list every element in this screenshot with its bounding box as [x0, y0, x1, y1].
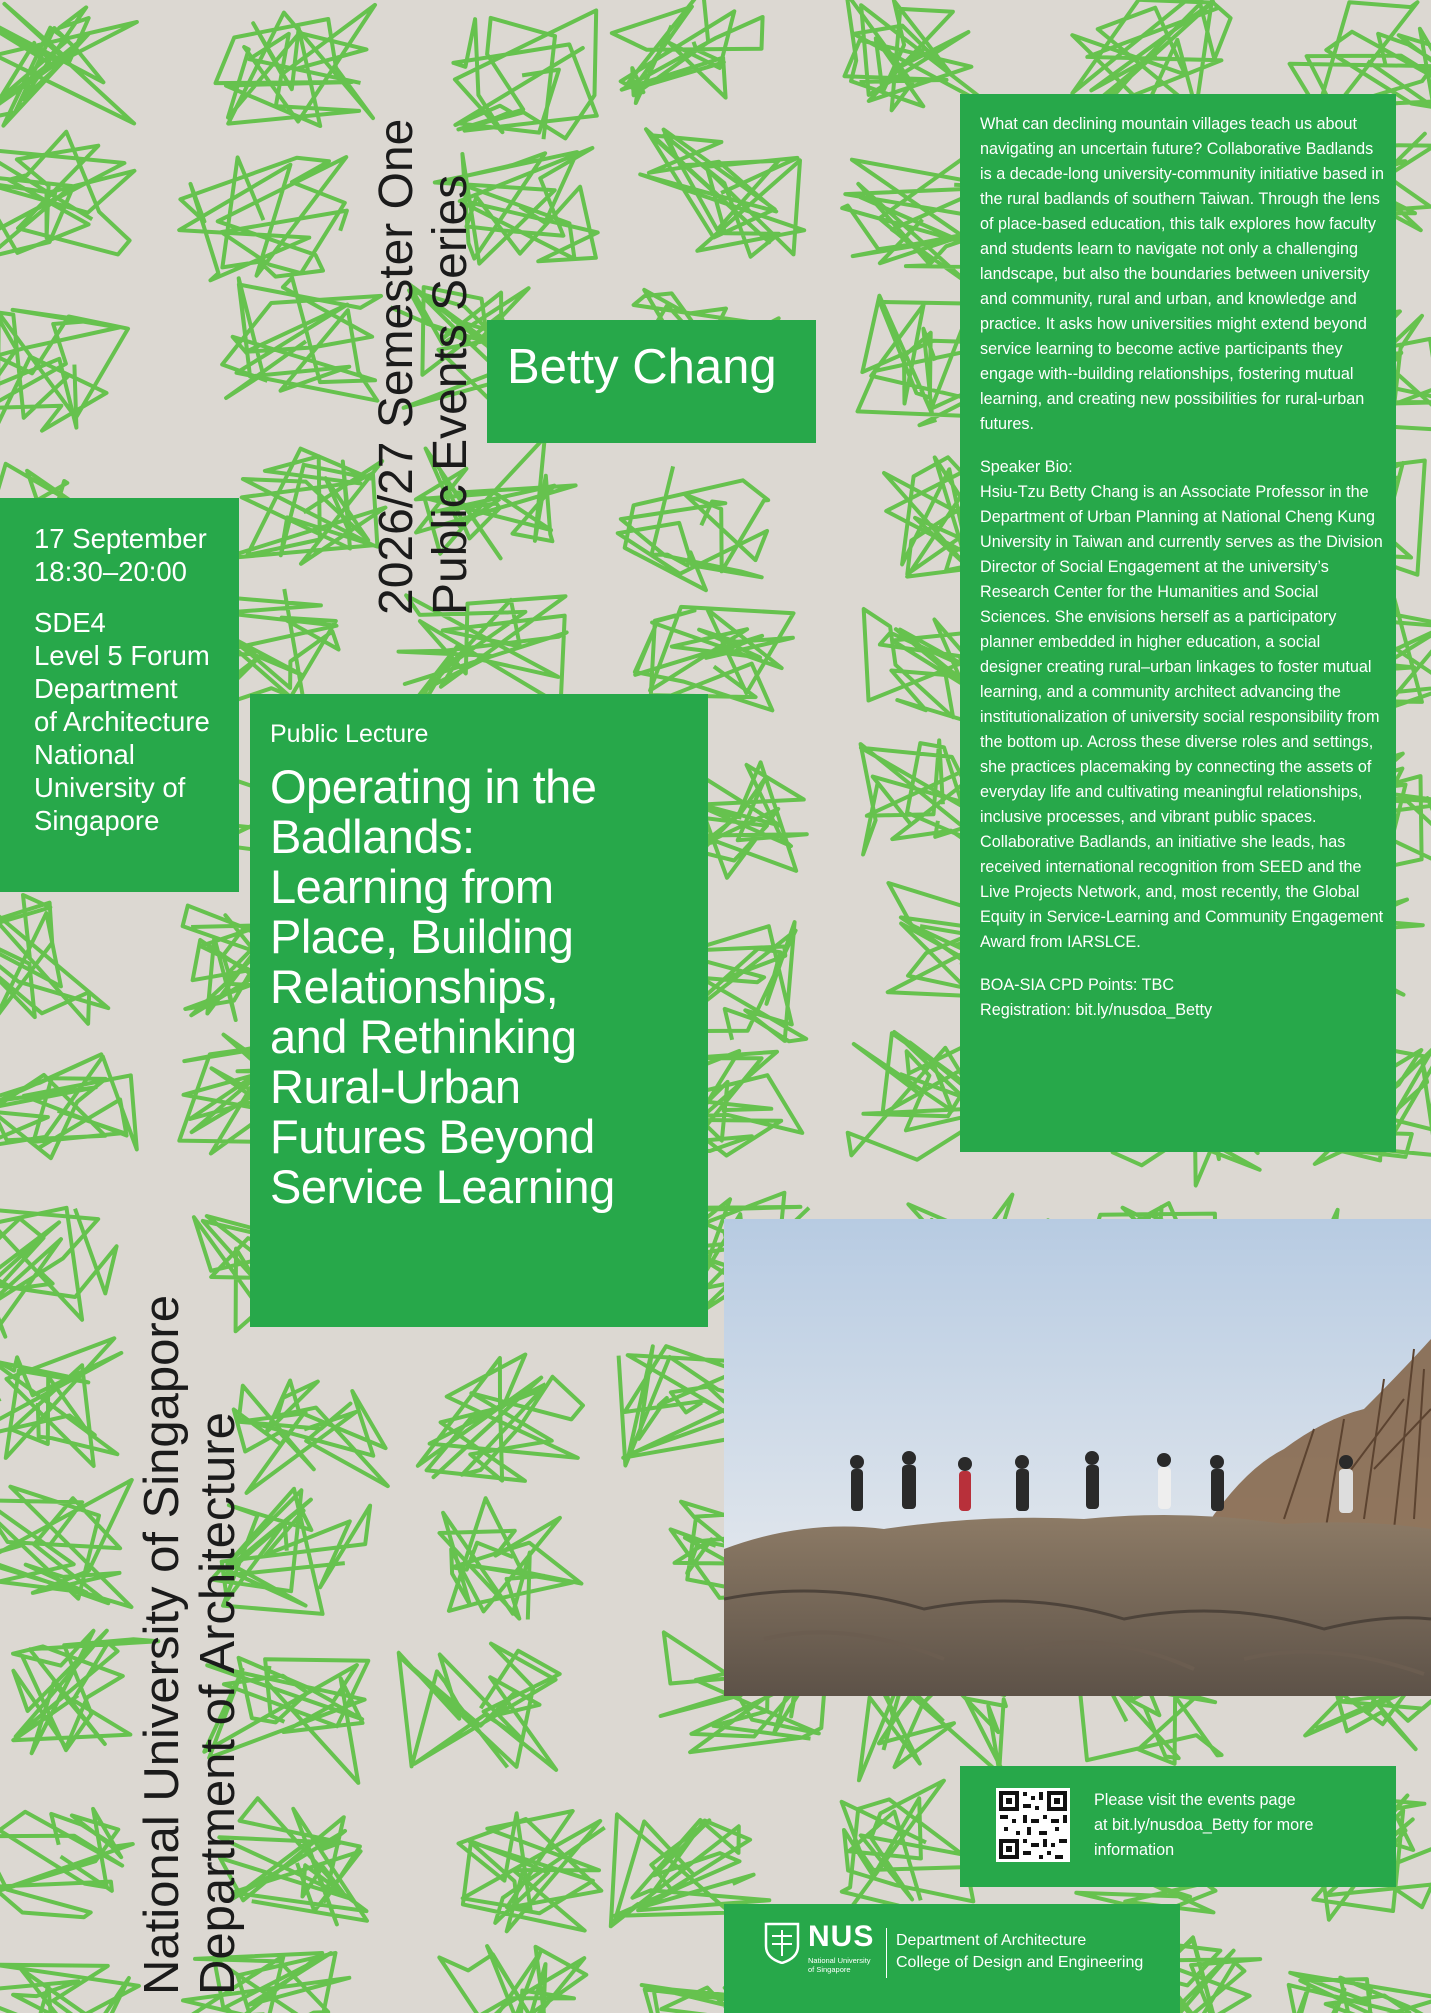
- events-page-box: [960, 1766, 1396, 1887]
- events-page-line[interactable]: at bit.ly/nusdoa_Betty for more: [1094, 1816, 1314, 1834]
- university-name: National University of Singapore: [135, 1295, 189, 1995]
- scribble-stroke: [439, 1946, 597, 2013]
- venue-line: of Architecture: [34, 706, 210, 737]
- nus-crest-icon: [764, 1922, 800, 1964]
- scribble-stroke: [0, 4, 137, 126]
- registration-link[interactable]: Registration: bit.ly/nusdoa_Betty: [980, 1001, 1213, 1019]
- university-title: [134, 1295, 246, 1995]
- speaker-box: [487, 320, 816, 443]
- lecture-title-line: Relationships,: [270, 960, 559, 1013]
- series-title-line1: 2026/27 Semester One: [370, 118, 423, 615]
- lecture-title-line: and Rethinking: [270, 1010, 577, 1063]
- events-page-text: [1094, 1788, 1314, 1863]
- lecture-title-line: Badlands:: [270, 810, 475, 863]
- events-page-line: information: [1094, 1841, 1175, 1859]
- cpd-points: BOA-SIA CPD Points: TBC: [980, 976, 1175, 994]
- footer-department: [896, 1930, 1143, 1974]
- scribble-stroke: [0, 1208, 117, 1337]
- nus-wordmark: NUS: [808, 1920, 875, 1953]
- scribble-stroke: [459, 1811, 605, 1931]
- venue-line: Department: [34, 673, 178, 704]
- lecture-abstract: What can declining mountain villages teach us about navigating an uncertain future? Collaborative Badlands is a decade-long university-community initiative based in the rural badlands of southern Taiwan. Through the lens of place-based education, this talk explores how faculty and students learn to navigate not only a challenging landscape, but also the boundaries between university and community, rural and urban, and knowledge and practice. It asks how universities might extend beyond service learning to become active participants they engage with--building relationships, fostering mutual learning, and creating new possibilities for rural-urban futures.: [980, 115, 1384, 433]
- scribble-stroke: [222, 278, 381, 401]
- series-title-line2: Public Events Series: [424, 174, 477, 615]
- scribble-stroke: [222, 449, 386, 564]
- scribble-stroke: [612, 0, 763, 103]
- scribble-stroke: [0, 310, 128, 431]
- scribble-stroke: [399, 1644, 560, 1770]
- footer-divider: [886, 1928, 887, 1978]
- scribble-stroke: [440, 1498, 582, 1619]
- bio-heading: Speaker Bio:: [980, 458, 1073, 476]
- description-box: [960, 94, 1396, 1152]
- department-name: Department of Architecture: [191, 1412, 245, 1995]
- lecture-title-line: Futures Beyond: [270, 1110, 595, 1163]
- scribble-stroke: [234, 1381, 388, 1493]
- event-date: 17 September: [34, 523, 207, 554]
- event-time: 18:30–20:00: [34, 556, 187, 587]
- venue-line: Singapore: [34, 805, 160, 836]
- scribble-stroke: [842, 1781, 979, 1907]
- scribble-stroke: [0, 1338, 121, 1466]
- lecture-title-line: Rural-Urban: [270, 1060, 521, 1113]
- venue-line: Level 5 Forum: [34, 640, 210, 671]
- scribble-stroke: [216, 5, 376, 126]
- venue-line: University of: [34, 772, 186, 803]
- scribble-stroke: [618, 466, 769, 590]
- lecture-title-line: Service Learning: [270, 1160, 615, 1213]
- scribble-stroke: [179, 157, 347, 280]
- scribble-stroke: [0, 895, 108, 1024]
- speaker-bio: Hsiu-Tzu Betty Chang is an Associate Professor in the Department of Urban Planning at National Cheng Kung University in Taiwan and currently serves as the Division Director of Social Engagement at the university’s Research Center for the Humanities and Social Sciences. She envisions herself as a participatory planner embedded in higher education, a social designer creating rural–urban linkages to foster mutual learning, and a community architect advancing the institutionalization of university social responsibility from the bottom up. Across these diverse roles and settings, she practices placemaking by connecting the assets of everyday life and cultivating meaningful relationships, inclusive processes, and vibrant public spaces. Collaborative Badlands, an initiative she leads, has received international recognition from SEED and the Live Projects Network, and, most recently, the Global Equity in Service-Learning and Community Engagement Award from IARSLCE.: [980, 483, 1384, 951]
- qr-code-icon[interactable]: [996, 1788, 1070, 1862]
- lecture-title-line: Learning from: [270, 860, 554, 913]
- scribble-stroke: [0, 1965, 139, 2013]
- badlands-hikers-photo: [724, 1219, 1431, 1696]
- scribble-stroke: [1289, 1973, 1431, 2013]
- venue-line: SDE4: [34, 607, 106, 638]
- lecture-label: Public Lecture: [270, 720, 429, 748]
- series-title: [370, 119, 478, 615]
- events-page-line: Please visit the events page: [1094, 1791, 1296, 1809]
- scribble-stroke: [640, 129, 804, 257]
- scribble-stroke: [0, 132, 134, 258]
- footer-college-name: College of Design and Engineering: [896, 1954, 1144, 1971]
- scribble-stroke: [0, 1054, 137, 1158]
- event-details-box: [0, 498, 239, 892]
- lecture-title: [270, 762, 708, 1212]
- scribble-stroke: [418, 1355, 583, 1481]
- footer-dept-name: Department of Architecture: [896, 1932, 1087, 1949]
- footer-logo-box: [724, 1904, 1180, 2013]
- scribble-stroke: [0, 1809, 133, 1917]
- nus-wordmark-sub: National University of Singapore: [808, 1956, 871, 1974]
- scribble-stroke: [0, 1480, 132, 1607]
- lecture-title-line: Operating in the: [270, 760, 597, 813]
- venue-line: National: [34, 739, 135, 770]
- lecture-box: [250, 694, 708, 1327]
- lecture-title-line: Place, Building: [270, 910, 574, 963]
- speaker-name: Betty Chang: [507, 340, 777, 394]
